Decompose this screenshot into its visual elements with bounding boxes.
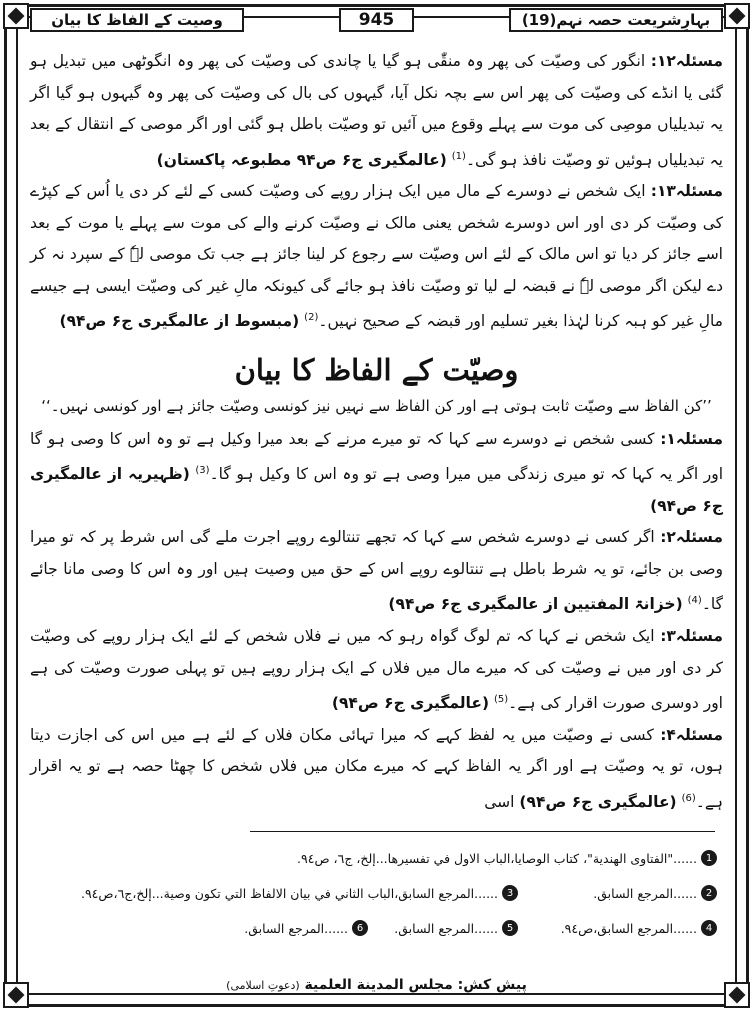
section-subheading: ’’کن الفاظ سے وصیّت ثابت ہوتی ہے اور کن الفاظ سے نہیں نیز کونسی وصیّت جائز ہے اور کونسی نہیں۔‘‘ xyxy=(41,396,712,415)
footnote-divider xyxy=(250,831,715,832)
masala-2: مسئلہ۲: اگر کسی نے دوسرے شخص سے کہا کہ تجھے تنتالوے روپے اجرت ملے گی اس شرط پر کہ تو میرا وصی بن جائے، تو یہ شرط باطل ہے تنتالوے روپے اس کے حق میں وصیت ہیں اور وہ اس کا وصی مانا جائے گا۔$^{(4)}$ (خزانۃ المفتیین از عالمگیری ج۶ ص۹۴) xyxy=(30,528,723,614)
publisher-footer: پیش کش: مجلس المدينة العلمية (دعوتِ اسلامی) xyxy=(226,977,527,993)
masala-4: مسئلہ۴: کسی نے وصیّت میں یہ لفظ کہے کہ میرا تہائی مکان فلاں کے لئے ہے میں اس کی اجازت دیتا ہوں، تو یہ وصیّت ہے اور اگر یہ الفاظ کہے کہ میرے مکان میں فلاں شخص کا چھٹا حصہ ہے تو یہ اقرار ہے۔$^{(6)}$ (عالمگیری ج۶ ص۹۴) اسی xyxy=(30,725,723,811)
footnote-2: 2 ......المرجع السابق. xyxy=(593,885,717,901)
section-heading: وصیّت کے الفاظ کا بیان xyxy=(234,352,519,387)
footnote-6: 6 ......المرجع السابق. xyxy=(244,920,368,936)
masala-1: مسئلہ۱: کسی شخص نے دوسرے سے کہا کہ تو میرے مرنے کے بعد میرا وکیل ہے تو وہ اس کا وصی ہو گا اور اگر یہ کہا کہ تو میری زندگی میں میرا وصی ہے تو وہ اس کا وکیل ہو گا۔$^{(3)}$ (ظہیریہ از عالمگیری ج۶ ص۹۴) xyxy=(30,429,723,515)
masala-12: مسئلہ۱۲: انگور کی وصیّت کی پھر وہ منقّٰی ہو گیا یا چاندی کی وصیّت کی پھر وہ انگوٹھی میں تبدیل ہو گئی یا انڈے کی وصیّت کی پھر اس سے بچہ نکل آیا، گیہوں کی بال کی وصیّت کی پھر وہ گیہوں ہو گیا اگر یہ تبدیلیاں موصِی کی موت سے پہلے وقوع میں آئیں تو وصیّت باطل ہو گئی اور اگر موصی کے انتقال کے بعد یہ تبدیلیاں ہوئیں تو وصیّت نافذ ہو گی۔$^{(1)}$ (عالمگیری ج۶ ص۹۴ مطبوعہ پاکستان) xyxy=(30,52,723,169)
footnote-4: 4 ......المرجع السابق،ص٩٤. xyxy=(561,920,717,936)
corner-ornament xyxy=(3,3,29,29)
header-page-number: 945 xyxy=(339,8,414,32)
footnote-1: 1 ......"الفتاوی الهندية"، كتاب الوصايا،الباب الاول في تفسيرها...إلخ، ج٦، ص٩٤. xyxy=(297,850,717,866)
masala-13: مسئلہ۱۳: ایک شخص نے دوسرے کے مال میں ایک ہزار روپے کی وصیّت کسی کے لئے کر دی یا اُس کے کپڑے کی وصیّت کر دی اور اس دوسرے شخص یعنی مالک نے وصیّت کرنے والے کی موت سے پہلے یا موت کے بعد اسے جائز کر دیا تو اس مالک کے لئے اس وصیّت سے رجوع کر لینا جائز ہے جب تک موصی لہٗ کے سپرد نہ کر دے لیکن اگر موصی لہٗ نے قبضہ لے لیا تو وصیّت نافذ ہو جائے گی کیونکہ مالِ غیر کی وصیّت ایسی ہے جیسے مالِ غیر کو ہبہ کرنا لہٰذا بغیر تسلیم اور قبضہ کے صحیح نہیں۔$^{(2)}$ (مبسوط از عالمگیری ج۶ ص۹۴) xyxy=(30,182,723,331)
header-book-title: بہارِشریعت حصہ نہم(19) xyxy=(509,8,723,32)
masala-3: مسئلہ۳: ایک شخص نے کہا کہ تم لوگ گواہ رہو کہ میں نے فلاں شخص کے لئے ایک ہزار روپے کی وصیّت کر دی اور میں نے وصیّت کی کہ میرے مال میں فلاں کے ایک ہزار روپے ہیں تو پہلی صورت وصیّت کی ہے اور دوسری صورت اقرار کی ہے۔$^{(5)}$ (عالمگیری ج۶ ص۹۴) xyxy=(30,627,723,713)
footnote-3: 3 ......المرجع السابق،الباب الثاني في بيان الالفاظ التي تكون وصية...إلخ،ج٦،ص٩٤. xyxy=(81,885,518,901)
header-chapter-title: وصیت کے الفاظ کا بیان xyxy=(30,8,244,32)
footnote-5: 5 ......المرجع السابق. xyxy=(394,920,518,936)
page-body xyxy=(30,46,723,818)
corner-ornament xyxy=(724,3,750,29)
